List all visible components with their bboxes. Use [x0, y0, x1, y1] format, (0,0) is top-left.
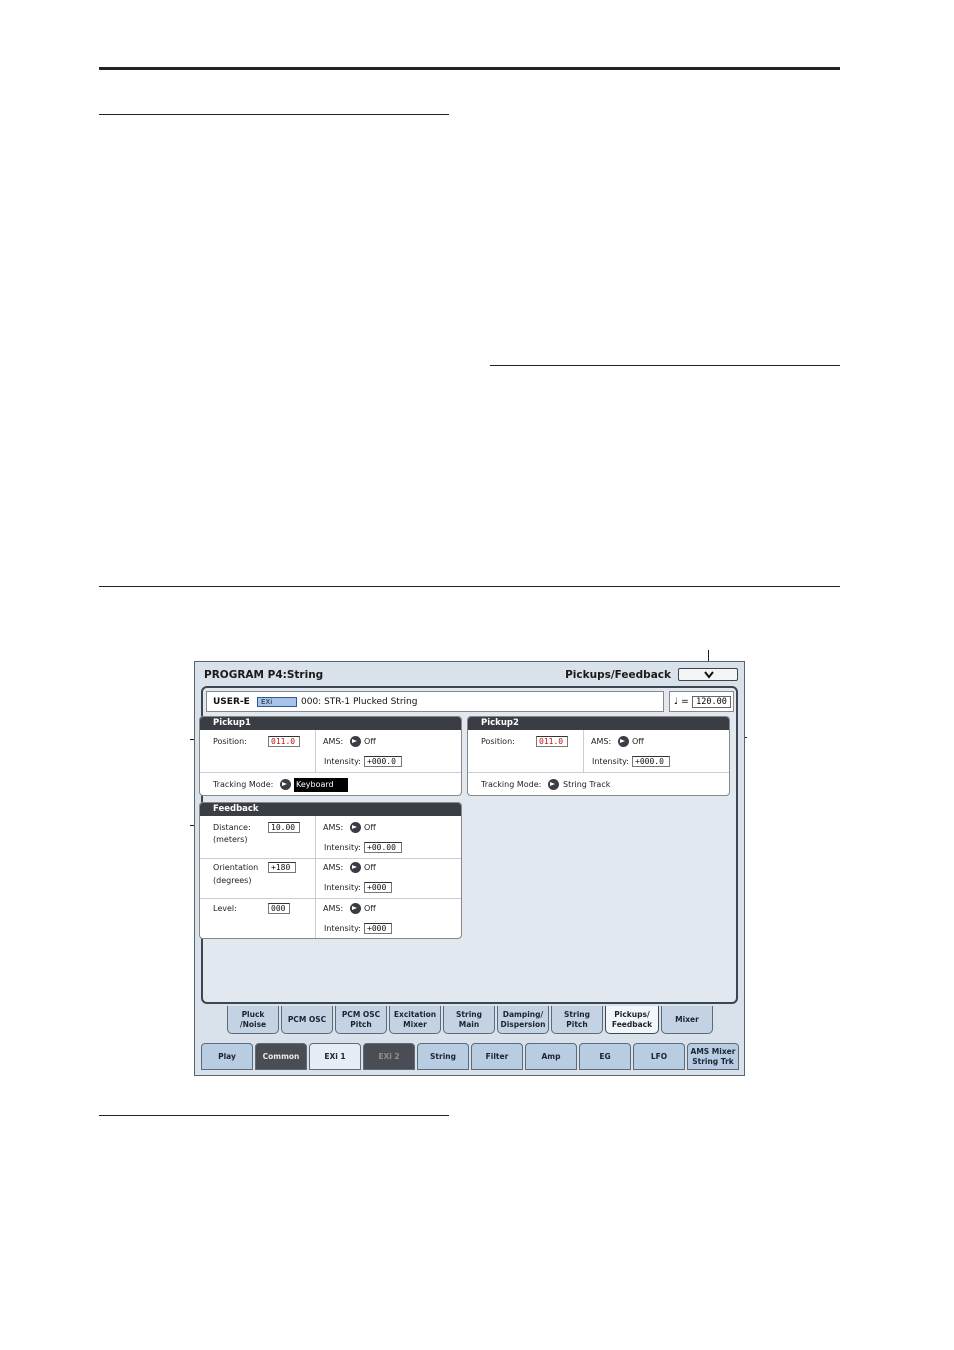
page-name: Pickups/Feedback: [565, 669, 671, 681]
group-tabs: [195, 1043, 744, 1071]
pickup2-position-field[interactable]: 011.0: [536, 736, 568, 747]
pickup2-tracking-label: Tracking Mode:: [481, 780, 542, 789]
orientation-ams-value: Off: [364, 863, 376, 872]
group-tab-common[interactable]: Common: [255, 1043, 307, 1070]
program-select[interactable]: [206, 691, 664, 712]
distance-intensity-label: Intensity:: [324, 843, 361, 852]
pickup1-position-label: Position:: [213, 737, 247, 746]
pickup1-tracking-popup-icon[interactable]: [280, 779, 291, 790]
page-menu-button[interactable]: [678, 668, 738, 681]
level-ams-popup-icon[interactable]: [350, 903, 361, 914]
level-ams-label: AMS:: [323, 904, 344, 913]
pickup2-ams-value: Off: [632, 737, 644, 746]
pickup1-ams-value: Off: [364, 737, 376, 746]
group-tab-amp[interactable]: Amp: [525, 1043, 577, 1070]
level-ams-value: Off: [364, 904, 376, 913]
pickup1-ams-popup-icon[interactable]: [350, 736, 361, 747]
orientation-unit: (degrees): [213, 876, 252, 885]
tab-string-main[interactable]: String Main: [443, 1006, 495, 1034]
tab-pcm-osc-pitch[interactable]: PCM OSC Pitch: [335, 1006, 387, 1034]
group-tab-string[interactable]: String: [417, 1043, 469, 1070]
level-intensity-field[interactable]: +000: [364, 923, 392, 934]
distance-ams-value: Off: [364, 823, 376, 832]
group-tab-exi2[interactable]: EXi 2: [363, 1043, 415, 1070]
pickup1-position-field[interactable]: 011.0: [268, 736, 300, 747]
page-tabs: [195, 1006, 744, 1036]
pickup1-intensity-label: Intensity:: [324, 757, 361, 766]
distance-unit: (meters): [213, 835, 248, 844]
orientation-ams-label: AMS:: [323, 863, 344, 872]
level-intensity-label: Intensity:: [324, 924, 361, 933]
section-rule-left-2: [99, 1115, 449, 1116]
divider: [200, 898, 462, 899]
group-tab-exi1[interactable]: EXi 1: [309, 1043, 361, 1070]
pickup1-ams-label: AMS:: [323, 737, 344, 746]
orientation-ams-popup-icon[interactable]: [350, 862, 361, 873]
page-title: PROGRAM P4:String: [204, 669, 324, 681]
divider: [200, 858, 462, 859]
exi-badge: EXi: [257, 697, 297, 707]
tab-damping-dispersion[interactable]: Damping/ Dispersion: [497, 1006, 549, 1034]
level-field[interactable]: 000: [268, 903, 290, 914]
distance-field[interactable]: 10.00: [268, 822, 300, 833]
tab-mixer[interactable]: Mixer: [661, 1006, 713, 1034]
feedback-header: Feedback: [200, 803, 461, 816]
pickup1-section: [199, 716, 462, 796]
pickup1-tracking-label: Tracking Mode:: [213, 780, 274, 789]
program-screen: [194, 661, 745, 1076]
tab-pcm-osc[interactable]: PCM OSC: [281, 1006, 333, 1034]
distance-label: Distance:: [213, 823, 251, 832]
orientation-label: Orientation: [213, 863, 259, 872]
tempo-label: ♩ =: [674, 697, 689, 707]
tempo-field[interactable]: 120.00: [692, 696, 731, 708]
divider: [583, 730, 584, 772]
section-rule-right: [490, 365, 840, 366]
pickup2-header: Pickup2: [468, 717, 729, 730]
distance-ams-popup-icon[interactable]: [350, 822, 361, 833]
title-bar: [195, 662, 744, 686]
tab-pluck-noise[interactable]: Pluck /Noise: [227, 1006, 279, 1034]
orientation-field[interactable]: +180: [268, 862, 296, 873]
group-tab-ams-mixer-string-trk[interactable]: AMS Mixer String Trk: [687, 1043, 739, 1070]
chevron-down-icon: [703, 670, 715, 680]
divider: [200, 772, 462, 773]
main-panel: [201, 686, 738, 1004]
group-tab-play[interactable]: Play: [201, 1043, 253, 1070]
level-label: Level:: [213, 904, 237, 913]
orientation-intensity-field[interactable]: +000: [364, 882, 392, 893]
section-rule-full: [99, 586, 840, 587]
feedback-section: [199, 802, 462, 939]
orientation-intensity-label: Intensity:: [324, 883, 361, 892]
tab-pickups-feedback[interactable]: Pickups/ Feedback: [605, 1006, 659, 1034]
top-rule: [99, 67, 840, 70]
distance-ams-label: AMS:: [323, 823, 344, 832]
divider: [315, 730, 316, 772]
pickup1-intensity-field[interactable]: +000.0: [364, 756, 402, 767]
pickup1-header: Pickup1: [200, 717, 461, 730]
tab-string-pitch[interactable]: String Pitch: [551, 1006, 603, 1034]
pickup2-intensity-field[interactable]: +000.0: [632, 756, 670, 767]
pickup2-position-label: Position:: [481, 737, 515, 746]
group-tab-filter[interactable]: Filter: [471, 1043, 523, 1070]
group-tab-eg[interactable]: EG: [579, 1043, 631, 1070]
program-name: 000: STR-1 Plucked String: [301, 697, 418, 707]
divider: [468, 772, 730, 773]
pickup2-section: [467, 716, 730, 796]
pickup2-tracking-value[interactable]: String Track: [563, 780, 611, 789]
tab-excitation-mixer[interactable]: Excitation Mixer: [389, 1006, 441, 1034]
distance-intensity-field[interactable]: +00.00: [364, 842, 402, 853]
tempo-control: [669, 691, 734, 712]
pickup2-ams-popup-icon[interactable]: [618, 736, 629, 747]
section-rule-left-1: [99, 114, 449, 115]
pickup2-tracking-popup-icon[interactable]: [548, 779, 559, 790]
program-bank: USER-E: [213, 697, 250, 707]
divider: [315, 816, 316, 939]
group-tab-lfo[interactable]: LFO: [633, 1043, 685, 1070]
pickup2-intensity-label: Intensity:: [592, 757, 629, 766]
pickup1-tracking-value[interactable]: Keyboard: [294, 778, 348, 792]
pickup2-ams-label: AMS:: [591, 737, 612, 746]
